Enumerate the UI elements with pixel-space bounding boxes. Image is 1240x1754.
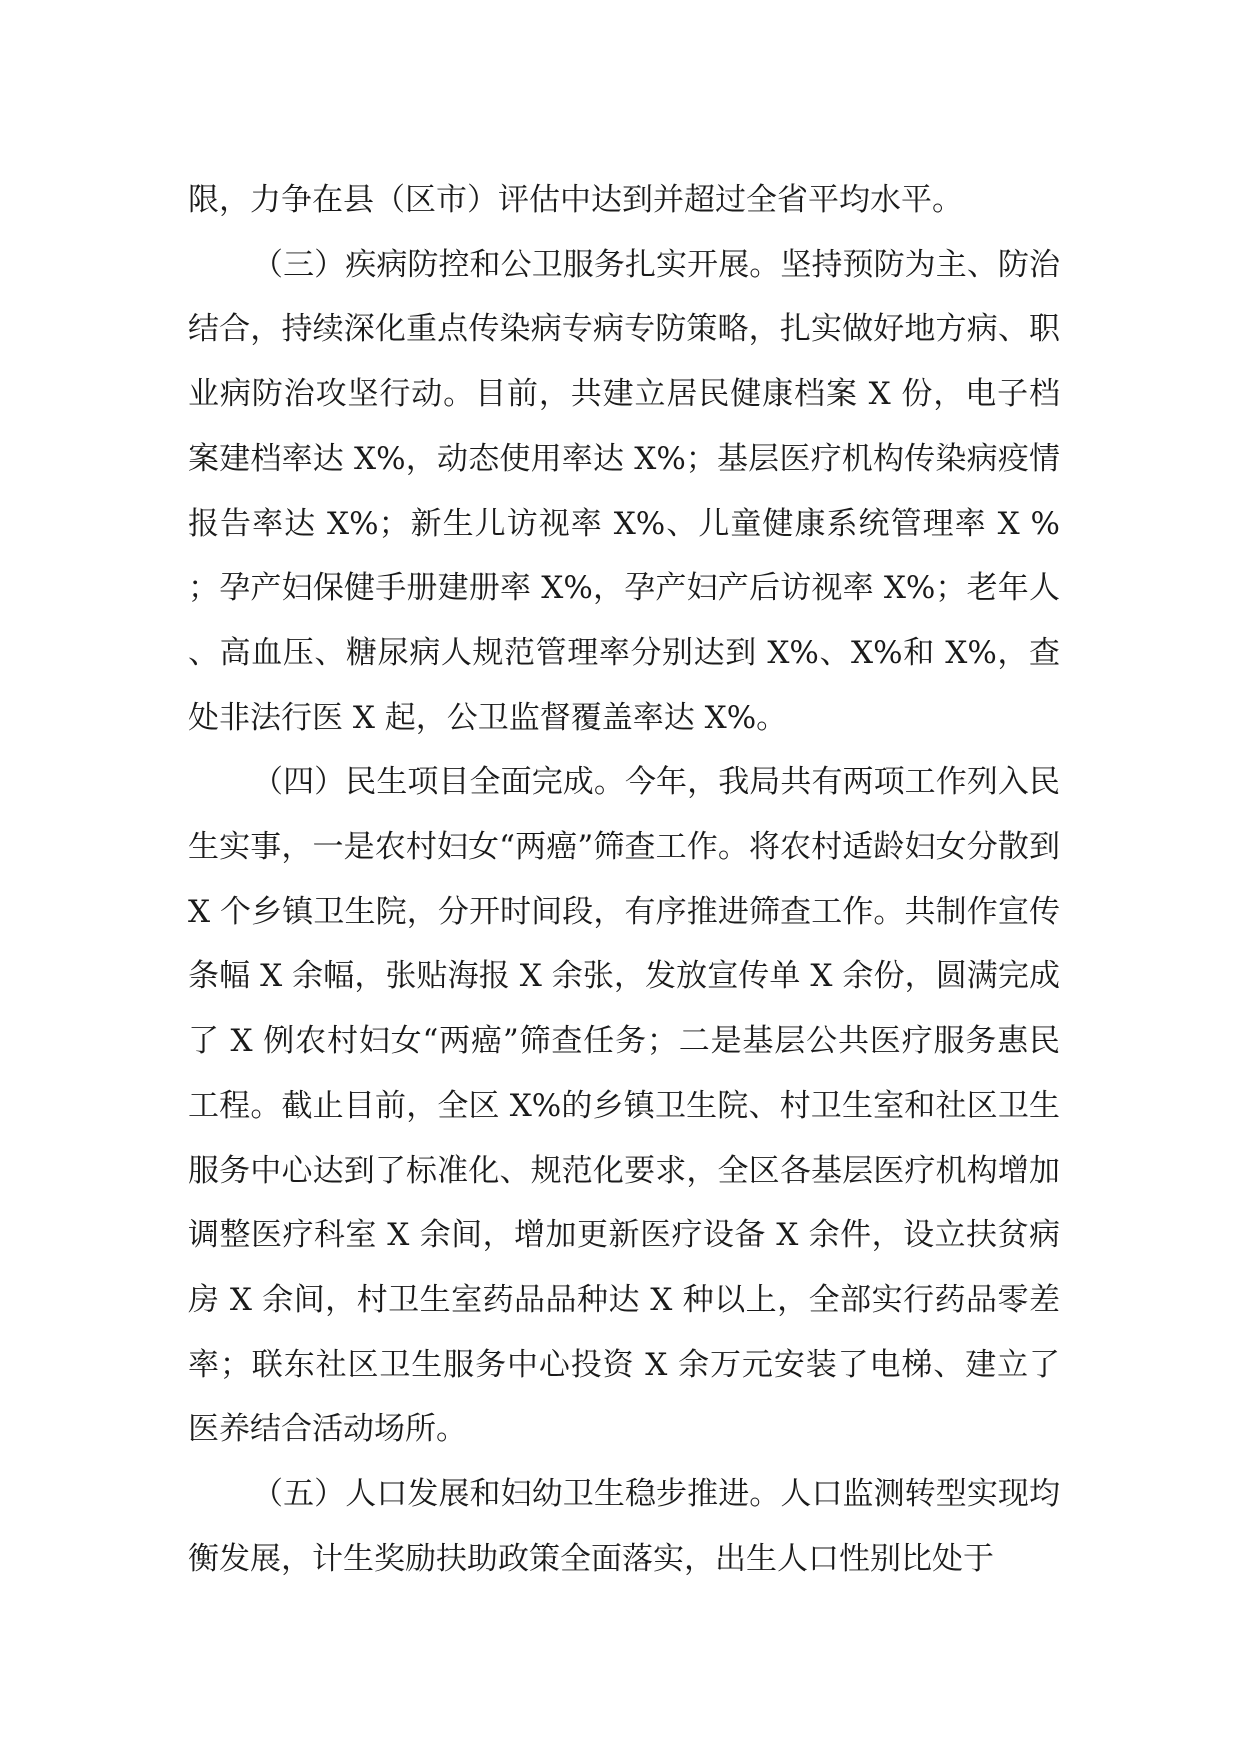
document-body <box>188 168 1060 1591</box>
paragraph-continuation: 限，力争在县（区市）评估中达到并超过全省平均水平。 <box>188 182 963 218</box>
paragraph-population-maternal-child: （五）人口发展和妇幼卫生稳步推进。人口监测转型实现均衡发展，计生奖励扶助政策全面落实，出生人口性别比处于 <box>188 1476 1060 1577</box>
paragraph-disease-prevention: （三）疾病防控和公卫服务扎实开展。坚持预防为主、防治结合，持续深化重点传染病专病专防策略，扎实做好地方病、职业病防治攻坚行动。目前，共建立居民健康档案 X 份，电子档案建档率达 X%，动态使用率达 X%；基层医疗机构传染病疫情报告率达 X%；新生儿访视率 X%、儿童健康系统管理率 X %；孕产妇保健手册建册率 X%，孕产妇产后访视率 X%；老年人、高血压、糖尿病人规范管理率分别达到 X%、X%和 X%，查处非法行医 X 起，公卫监督覆盖率达 X%。 <box>188 246 1060 736</box>
paragraph-livelihood-projects: （四）民生项目全面完成。今年，我局共有两项工作列入民生实事，一是农村妇女“两癌”筛查工作。将农村适龄妇女分散到 X 个乡镇卫生院，分开时间段，有序推进筛查工作。共制作宣传条幅 X 余幅，张贴海报 X 余张，发放宣传单 X 余份，圆满完成了 X 例农村妇女“两癌”筛查任务；二是基层公共医疗服务惠民工程。截止目前，全区 X%的乡镇卫生院、村卫生室和社区卫生服务中心达到了标准化、规范化要求，全区各基层医疗机构增加调整医疗科室 X 余间，增加更新医疗设备 X 余件，设立扶贫病房 X 余间，村卫生室药品品种达 X 种以上，全部实行药品零差率；联东社区卫生服务中心投资 X 余万元安装了电梯、建立了医养结合活动场所。 <box>188 764 1060 1448</box>
